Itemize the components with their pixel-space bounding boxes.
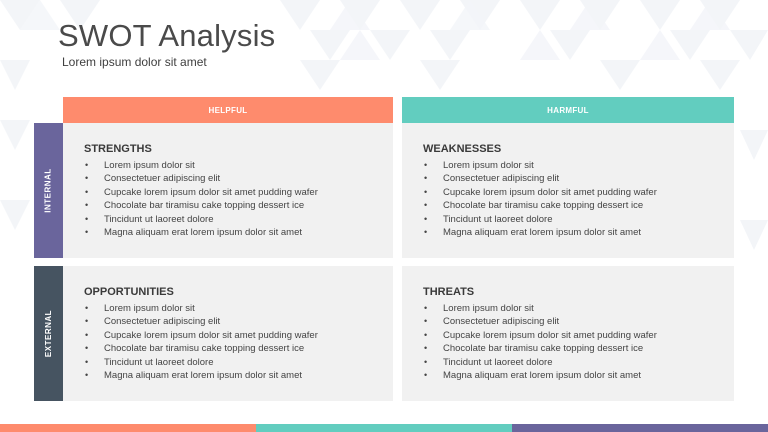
list-item: • Chocolate bar tiramisu cake topping dessert ice — [84, 199, 393, 212]
bottom-bar-coral — [0, 424, 256, 432]
list-item: • Lorem ipsum dolor sit — [84, 159, 393, 172]
list-item: • Magna aliquam erat lorem ipsum dolor sit amet — [423, 226, 734, 239]
strengths-title: STRENGTHS — [84, 143, 152, 155]
internal-header — [34, 123, 63, 258]
list-item: • Tincidunt ut laoreet dolore — [84, 356, 393, 369]
list-item: • Cupcake lorem ipsum dolor sit amet pudding wafer — [84, 329, 393, 342]
threats-list — [423, 302, 734, 382]
list-item: • Chocolate bar tiramisu cake topping dessert ice — [84, 342, 393, 355]
bottom-bar-purple — [512, 424, 768, 432]
external-header — [34, 266, 63, 401]
list-item: • Chocolate bar tiramisu cake topping dessert ice — [423, 342, 734, 355]
opportunities-quadrant — [63, 266, 393, 401]
list-item: • Consectetuer adipiscing elit — [423, 315, 734, 328]
list-item: • Lorem ipsum dolor sit — [423, 159, 734, 172]
weaknesses-title: WEAKNESSES — [423, 143, 502, 155]
helpful-header — [63, 97, 393, 123]
threats-quadrant — [402, 266, 734, 401]
list-item: • Chocolate bar tiramisu cake topping dessert ice — [423, 199, 734, 212]
page-subtitle: Lorem ipsum dolor sit amet — [62, 55, 207, 69]
list-item: • Tincidunt ut laoreet dolore — [423, 213, 734, 226]
page-title: SWOT Analysis — [58, 18, 276, 53]
strengths-list — [84, 159, 393, 239]
helpful-label: HELPFUL — [208, 105, 248, 115]
list-item: • Magna aliquam erat lorem ipsum dolor sit amet — [84, 369, 393, 382]
list-item: • Tincidunt ut laoreet dolore — [84, 213, 393, 226]
external-label: EXTERNAL — [44, 309, 53, 358]
list-item: • Consectetuer adipiscing elit — [84, 315, 393, 328]
weaknesses-quadrant — [402, 123, 734, 258]
list-item: • Magna aliquam erat lorem ipsum dolor sit amet — [84, 226, 393, 239]
list-item: • Tincidunt ut laoreet dolore — [423, 356, 734, 369]
internal-label: INTERNAL — [44, 168, 54, 213]
opportunities-title: OPPORTUNITIES — [84, 286, 174, 298]
list-item: • Cupcake lorem ipsum dolor sit amet pudding wafer — [423, 329, 734, 342]
weaknesses-list — [423, 159, 734, 239]
list-item: • Consectetuer adipiscing elit — [423, 172, 734, 185]
list-item: • Cupcake lorem ipsum dolor sit amet pudding wafer — [423, 186, 734, 199]
bottom-bar-teal — [256, 424, 512, 432]
harmful-header — [402, 97, 734, 123]
list-item: • Lorem ipsum dolor sit — [84, 302, 393, 315]
list-item: • Lorem ipsum dolor sit — [423, 302, 734, 315]
strengths-quadrant — [63, 123, 393, 258]
threats-title: THREATS — [423, 286, 475, 298]
list-item: • Consectetuer adipiscing elit — [84, 172, 393, 185]
opportunities-list — [84, 302, 393, 382]
list-item: • Cupcake lorem ipsum dolor sit amet pudding wafer — [84, 186, 393, 199]
list-item: • Magna aliquam erat lorem ipsum dolor sit amet — [423, 369, 734, 382]
harmful-label: HARMFUL — [547, 105, 589, 115]
